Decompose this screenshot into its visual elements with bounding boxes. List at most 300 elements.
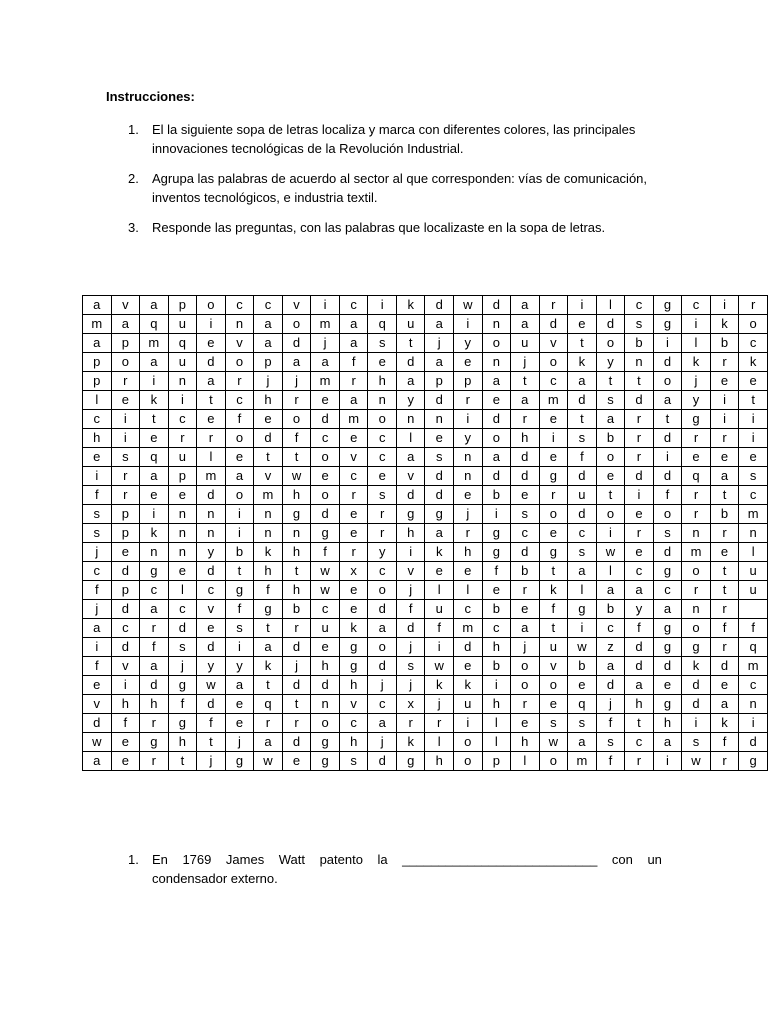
grid-cell[interactable]: e [254, 410, 283, 429]
grid-cell[interactable]: d [396, 486, 424, 505]
grid-cell[interactable]: t [710, 581, 738, 600]
grid-cell[interactable]: c [197, 581, 226, 600]
grid-cell[interactable]: f [83, 657, 112, 676]
grid-cell[interactable]: h [453, 543, 482, 562]
grid-cell[interactable]: e [568, 315, 597, 334]
grid-cell[interactable]: f [396, 600, 424, 619]
grid-cell[interactable]: u [511, 334, 539, 353]
grid-cell[interactable]: s [596, 733, 625, 752]
grid-cell[interactable]: e [539, 695, 568, 714]
grid-cell[interactable]: y [225, 657, 253, 676]
grid-cell[interactable]: g [653, 562, 681, 581]
grid-cell[interactable]: n [625, 353, 653, 372]
grid-cell[interactable]: i [482, 505, 510, 524]
grid-cell[interactable]: d [368, 657, 396, 676]
grid-cell[interactable]: q [368, 315, 396, 334]
grid-cell[interactable]: d [568, 505, 597, 524]
grid-cell[interactable]: e [83, 448, 112, 467]
grid-cell[interactable]: o [311, 486, 340, 505]
grid-cell[interactable]: z [596, 638, 625, 657]
grid-cell[interactable]: d [111, 600, 139, 619]
grid-cell[interactable]: k [396, 733, 424, 752]
grid-cell[interactable]: s [568, 543, 597, 562]
grid-cell[interactable]: e [111, 733, 139, 752]
grid-cell[interactable]: c [339, 714, 368, 733]
grid-cell[interactable]: e [625, 505, 653, 524]
grid-cell[interactable]: o [368, 638, 396, 657]
grid-cell[interactable]: i [453, 315, 482, 334]
grid-cell[interactable]: e [111, 391, 139, 410]
grid-cell[interactable]: j [225, 733, 253, 752]
grid-cell[interactable]: d [453, 638, 482, 657]
grid-cell[interactable]: f [596, 714, 625, 733]
grid-cell[interactable]: e [511, 600, 539, 619]
grid-cell[interactable]: i [453, 714, 482, 733]
grid-cell[interactable]: j [425, 695, 454, 714]
grid-cell[interactable]: p [83, 372, 112, 391]
grid-cell[interactable]: l [425, 733, 454, 752]
grid-cell[interactable]: e [339, 524, 368, 543]
grid-cell[interactable]: p [168, 296, 196, 315]
grid-cell[interactable]: o [368, 581, 396, 600]
grid-cell[interactable]: k [254, 543, 283, 562]
grid-cell[interactable]: i [739, 714, 768, 733]
grid-cell[interactable]: j [83, 600, 112, 619]
grid-cell[interactable]: s [339, 752, 368, 771]
grid-cell[interactable]: t [710, 562, 738, 581]
grid-cell[interactable]: b [511, 562, 539, 581]
grid-cell[interactable]: u [168, 315, 196, 334]
grid-cell[interactable]: d [197, 562, 226, 581]
grid-cell[interactable]: a [482, 372, 510, 391]
grid-cell[interactable]: s [739, 467, 768, 486]
grid-cell[interactable]: f [710, 733, 738, 752]
grid-cell[interactable]: g [682, 410, 711, 429]
grid-cell[interactable]: b [482, 600, 510, 619]
grid-cell[interactable]: t [197, 391, 226, 410]
grid-cell[interactable]: s [596, 391, 625, 410]
grid-cell[interactable]: j [511, 638, 539, 657]
grid-cell[interactable]: v [396, 467, 424, 486]
grid-cell[interactable]: c [339, 467, 368, 486]
grid-cell[interactable]: s [568, 714, 597, 733]
grid-cell[interactable]: t [254, 448, 283, 467]
grid-cell[interactable]: g [168, 676, 196, 695]
grid-cell[interactable]: e [482, 581, 510, 600]
grid-cell[interactable]: c [511, 524, 539, 543]
grid-cell[interactable]: b [710, 505, 738, 524]
grid-cell[interactable]: v [282, 296, 311, 315]
grid-cell[interactable]: c [539, 372, 568, 391]
grid-cell[interactable]: h [339, 676, 368, 695]
grid-cell[interactable]: w [568, 638, 597, 657]
grid-cell[interactable]: e [511, 714, 539, 733]
grid-cell[interactable]: n [197, 524, 226, 543]
grid-cell[interactable]: k [682, 353, 711, 372]
grid-cell[interactable]: l [739, 543, 768, 562]
grid-cell[interactable]: c [168, 600, 196, 619]
grid-cell[interactable]: n [168, 524, 196, 543]
grid-cell[interactable]: e [710, 448, 738, 467]
grid-cell[interactable]: o [482, 429, 510, 448]
grid-cell[interactable]: n [739, 524, 768, 543]
grid-cell[interactable]: e [111, 543, 139, 562]
grid-cell[interactable]: d [425, 296, 454, 315]
grid-cell[interactable]: d [482, 467, 510, 486]
grid-cell[interactable]: a [625, 676, 653, 695]
grid-cell[interactable]: r [111, 372, 139, 391]
grid-cell[interactable]: a [511, 619, 539, 638]
grid-cell[interactable]: n [168, 505, 196, 524]
grid-cell[interactable]: t [539, 562, 568, 581]
grid-cell[interactable]: a [311, 353, 340, 372]
grid-cell[interactable]: r [282, 619, 311, 638]
grid-cell[interactable]: s [511, 505, 539, 524]
grid-cell[interactable]: a [568, 372, 597, 391]
grid-cell[interactable]: r [710, 524, 738, 543]
grid-cell[interactable]: l [197, 448, 226, 467]
grid-cell[interactable]: a [140, 600, 169, 619]
grid-cell[interactable]: a [653, 733, 681, 752]
grid-cell[interactable]: b [568, 657, 597, 676]
grid-cell[interactable]: q [739, 638, 768, 657]
grid-cell[interactable]: w [596, 543, 625, 562]
grid-cell[interactable]: e [739, 372, 768, 391]
grid-cell[interactable]: h [339, 733, 368, 752]
grid-cell[interactable]: d [425, 391, 454, 410]
grid-cell[interactable]: r [682, 581, 711, 600]
grid-cell[interactable]: t [282, 695, 311, 714]
grid-cell[interactable]: s [425, 448, 454, 467]
grid-cell[interactable]: g [396, 752, 424, 771]
grid-cell[interactable]: y [197, 543, 226, 562]
grid-cell[interactable]: g [682, 638, 711, 657]
grid-cell[interactable]: d [111, 562, 139, 581]
grid-cell[interactable]: e [368, 467, 396, 486]
grid-cell[interactable]: f [739, 619, 768, 638]
grid-cell[interactable]: i [739, 429, 768, 448]
grid-cell[interactable]: l [482, 714, 510, 733]
grid-cell[interactable]: r [225, 372, 253, 391]
grid-cell[interactable]: h [396, 524, 424, 543]
grid-cell[interactable]: c [225, 296, 253, 315]
grid-cell[interactable]: h [368, 372, 396, 391]
grid-cell[interactable]: i [311, 296, 340, 315]
grid-cell[interactable]: s [653, 524, 681, 543]
grid-cell[interactable]: a [140, 657, 169, 676]
grid-cell[interactable]: k [710, 315, 738, 334]
grid-cell[interactable]: u [168, 353, 196, 372]
grid-cell[interactable]: d [568, 391, 597, 410]
grid-cell[interactable]: n [682, 524, 711, 543]
grid-cell[interactable]: m [140, 334, 169, 353]
grid-cell[interactable]: e [425, 562, 454, 581]
grid-cell[interactable]: a [653, 600, 681, 619]
grid-cell[interactable]: j [396, 676, 424, 695]
grid-cell[interactable]: b [282, 600, 311, 619]
grid-cell[interactable]: d [653, 429, 681, 448]
grid-cell[interactable]: p [482, 752, 510, 771]
grid-cell[interactable] [739, 600, 768, 619]
grid-cell[interactable]: i [682, 315, 711, 334]
grid-cell[interactable]: i [396, 543, 424, 562]
grid-cell[interactable]: o [197, 296, 226, 315]
grid-cell[interactable]: d [282, 334, 311, 353]
grid-cell[interactable]: o [539, 505, 568, 524]
grid-cell[interactable]: n [739, 695, 768, 714]
grid-cell[interactable]: g [482, 524, 510, 543]
grid-cell[interactable]: e [339, 429, 368, 448]
grid-cell[interactable]: s [225, 619, 253, 638]
grid-cell[interactable]: i [140, 372, 169, 391]
grid-cell[interactable]: g [568, 600, 597, 619]
grid-cell[interactable]: j [396, 581, 424, 600]
grid-cell[interactable]: c [339, 296, 368, 315]
grid-cell[interactable]: w [682, 752, 711, 771]
grid-cell[interactable]: l [568, 581, 597, 600]
grid-cell[interactable]: m [453, 619, 482, 638]
grid-cell[interactable]: d [282, 733, 311, 752]
grid-cell[interactable]: t [568, 410, 597, 429]
grid-cell[interactable]: v [111, 657, 139, 676]
grid-cell[interactable]: r [739, 296, 768, 315]
grid-cell[interactable]: e [168, 486, 196, 505]
grid-cell[interactable]: e [539, 410, 568, 429]
answer-blank[interactable]: ___________________________ [402, 852, 598, 867]
grid-cell[interactable]: e [625, 543, 653, 562]
grid-cell[interactable]: d [83, 714, 112, 733]
grid-cell[interactable]: a [425, 353, 454, 372]
grid-cell[interactable]: t [653, 410, 681, 429]
grid-cell[interactable]: o [511, 657, 539, 676]
grid-cell[interactable]: r [511, 410, 539, 429]
grid-cell[interactable]: i [482, 676, 510, 695]
grid-cell[interactable]: p [111, 505, 139, 524]
grid-cell[interactable]: n [311, 695, 340, 714]
grid-cell[interactable]: j [368, 676, 396, 695]
grid-cell[interactable]: a [83, 296, 112, 315]
grid-cell[interactable]: k [140, 524, 169, 543]
grid-cell[interactable]: r [168, 429, 196, 448]
grid-cell[interactable]: o [596, 448, 625, 467]
grid-cell[interactable]: f [596, 752, 625, 771]
grid-cell[interactable]: i [739, 410, 768, 429]
grid-cell[interactable]: u [425, 600, 454, 619]
grid-cell[interactable]: o [682, 562, 711, 581]
grid-cell[interactable]: p [83, 353, 112, 372]
grid-cell[interactable]: i [710, 391, 738, 410]
grid-cell[interactable]: w [254, 752, 283, 771]
grid-cell[interactable]: a [83, 334, 112, 353]
grid-cell[interactable]: r [710, 353, 738, 372]
grid-cell[interactable]: g [653, 695, 681, 714]
grid-cell[interactable]: r [682, 429, 711, 448]
grid-cell[interactable]: e [339, 505, 368, 524]
grid-cell[interactable]: o [453, 733, 482, 752]
grid-cell[interactable]: d [682, 695, 711, 714]
grid-cell[interactable]: j [596, 695, 625, 714]
grid-cell[interactable]: d [625, 657, 653, 676]
grid-cell[interactable]: i [111, 676, 139, 695]
grid-cell[interactable]: p [425, 372, 454, 391]
grid-cell[interactable]: c [83, 410, 112, 429]
grid-cell[interactable]: e [710, 543, 738, 562]
grid-cell[interactable]: c [111, 619, 139, 638]
grid-cell[interactable]: j [282, 657, 311, 676]
grid-cell[interactable]: v [539, 657, 568, 676]
grid-cell[interactable]: q [168, 334, 196, 353]
grid-cell[interactable]: j [197, 752, 226, 771]
grid-cell[interactable]: e [83, 676, 112, 695]
grid-cell[interactable]: f [168, 695, 196, 714]
grid-cell[interactable]: u [568, 486, 597, 505]
grid-cell[interactable]: d [311, 676, 340, 695]
grid-cell[interactable]: c [739, 676, 768, 695]
grid-cell[interactable]: j [396, 638, 424, 657]
grid-cell[interactable]: n [197, 505, 226, 524]
grid-cell[interactable]: t [568, 334, 597, 353]
grid-cell[interactable]: c [568, 524, 597, 543]
grid-cell[interactable]: a [282, 353, 311, 372]
grid-cell[interactable]: r [625, 524, 653, 543]
grid-cell[interactable]: e [140, 486, 169, 505]
grid-cell[interactable]: s [168, 638, 196, 657]
grid-cell[interactable]: s [568, 429, 597, 448]
grid-cell[interactable]: h [625, 695, 653, 714]
grid-cell[interactable]: l [453, 581, 482, 600]
grid-cell[interactable]: o [225, 486, 253, 505]
grid-cell[interactable]: d [368, 600, 396, 619]
grid-cell[interactable]: r [425, 714, 454, 733]
grid-cell[interactable]: t [596, 372, 625, 391]
grid-cell[interactable]: i [710, 296, 738, 315]
grid-cell[interactable]: c [453, 600, 482, 619]
grid-cell[interactable]: h [482, 638, 510, 657]
grid-cell[interactable]: y [396, 391, 424, 410]
grid-cell[interactable]: a [596, 410, 625, 429]
grid-cell[interactable]: e [653, 676, 681, 695]
grid-cell[interactable]: o [539, 676, 568, 695]
grid-cell[interactable]: e [539, 524, 568, 543]
grid-cell[interactable]: a [83, 619, 112, 638]
grid-cell[interactable]: k [339, 619, 368, 638]
grid-cell[interactable]: k [425, 676, 454, 695]
grid-cell[interactable]: i [596, 524, 625, 543]
grid-cell[interactable]: j [453, 505, 482, 524]
grid-cell[interactable]: t [254, 676, 283, 695]
grid-cell[interactable]: x [396, 695, 424, 714]
grid-cell[interactable]: m [568, 752, 597, 771]
grid-cell[interactable]: e [311, 638, 340, 657]
grid-cell[interactable]: x [339, 562, 368, 581]
grid-cell[interactable]: d [197, 353, 226, 372]
grid-cell[interactable]: t [596, 486, 625, 505]
grid-cell[interactable]: r [140, 714, 169, 733]
grid-cell[interactable]: a [368, 714, 396, 733]
grid-cell[interactable]: r [682, 486, 711, 505]
grid-cell[interactable]: d [197, 486, 226, 505]
grid-cell[interactable]: g [482, 543, 510, 562]
grid-cell[interactable]: p [168, 467, 196, 486]
grid-cell[interactable]: d [482, 410, 510, 429]
grid-cell[interactable]: f [653, 486, 681, 505]
grid-cell[interactable]: r [511, 581, 539, 600]
grid-cell[interactable]: o [539, 752, 568, 771]
grid-cell[interactable]: a [710, 467, 738, 486]
grid-cell[interactable]: e [368, 353, 396, 372]
grid-cell[interactable]: w [282, 467, 311, 486]
grid-cell[interactable]: c [368, 448, 396, 467]
grid-cell[interactable]: l [168, 581, 196, 600]
grid-cell[interactable]: d [425, 467, 454, 486]
grid-cell[interactable]: y [453, 429, 482, 448]
grid-cell[interactable]: v [83, 695, 112, 714]
grid-cell[interactable]: d [653, 543, 681, 562]
grid-cell[interactable]: a [568, 733, 597, 752]
grid-cell[interactable]: r [339, 486, 368, 505]
grid-cell[interactable]: e [197, 334, 226, 353]
grid-cell[interactable]: i [140, 505, 169, 524]
grid-cell[interactable]: f [282, 429, 311, 448]
grid-cell[interactable]: d [282, 638, 311, 657]
grid-cell[interactable]: r [710, 600, 738, 619]
grid-cell[interactable]: n [482, 353, 510, 372]
grid-cell[interactable]: m [83, 315, 112, 334]
grid-cell[interactable]: g [339, 638, 368, 657]
grid-cell[interactable]: a [511, 391, 539, 410]
grid-cell[interactable]: e [710, 372, 738, 391]
grid-cell[interactable]: d [653, 467, 681, 486]
grid-cell[interactable]: n [425, 410, 454, 429]
grid-cell[interactable]: i [425, 638, 454, 657]
grid-cell[interactable]: d [368, 752, 396, 771]
grid-cell[interactable]: c [596, 619, 625, 638]
grid-cell[interactable]: a [511, 315, 539, 334]
grid-cell[interactable]: a [339, 391, 368, 410]
grid-cell[interactable]: i [225, 505, 253, 524]
grid-cell[interactable]: f [482, 562, 510, 581]
grid-cell[interactable]: a [140, 467, 169, 486]
grid-cell[interactable]: a [425, 315, 454, 334]
grid-cell[interactable]: b [596, 600, 625, 619]
grid-cell[interactable]: r [197, 429, 226, 448]
grid-cell[interactable]: e [682, 448, 711, 467]
grid-cell[interactable]: g [653, 296, 681, 315]
grid-cell[interactable]: r [282, 391, 311, 410]
grid-cell[interactable]: c [682, 296, 711, 315]
grid-cell[interactable]: f [254, 581, 283, 600]
grid-cell[interactable]: l [511, 752, 539, 771]
grid-cell[interactable]: e [710, 676, 738, 695]
grid-cell[interactable]: h [282, 543, 311, 562]
grid-cell[interactable]: o [739, 315, 768, 334]
grid-cell[interactable]: a [710, 695, 738, 714]
grid-cell[interactable]: o [482, 334, 510, 353]
grid-cell[interactable]: g [396, 505, 424, 524]
grid-cell[interactable]: g [653, 619, 681, 638]
grid-cell[interactable]: a [596, 581, 625, 600]
grid-cell[interactable]: b [596, 429, 625, 448]
grid-cell[interactable]: o [225, 429, 253, 448]
grid-cell[interactable]: g [653, 638, 681, 657]
grid-cell[interactable]: e [425, 429, 454, 448]
grid-cell[interactable]: h [282, 581, 311, 600]
grid-cell[interactable]: a [197, 372, 226, 391]
grid-cell[interactable]: i [653, 752, 681, 771]
grid-cell[interactable]: n [168, 372, 196, 391]
grid-cell[interactable]: t [739, 391, 768, 410]
grid-cell[interactable]: f [710, 619, 738, 638]
